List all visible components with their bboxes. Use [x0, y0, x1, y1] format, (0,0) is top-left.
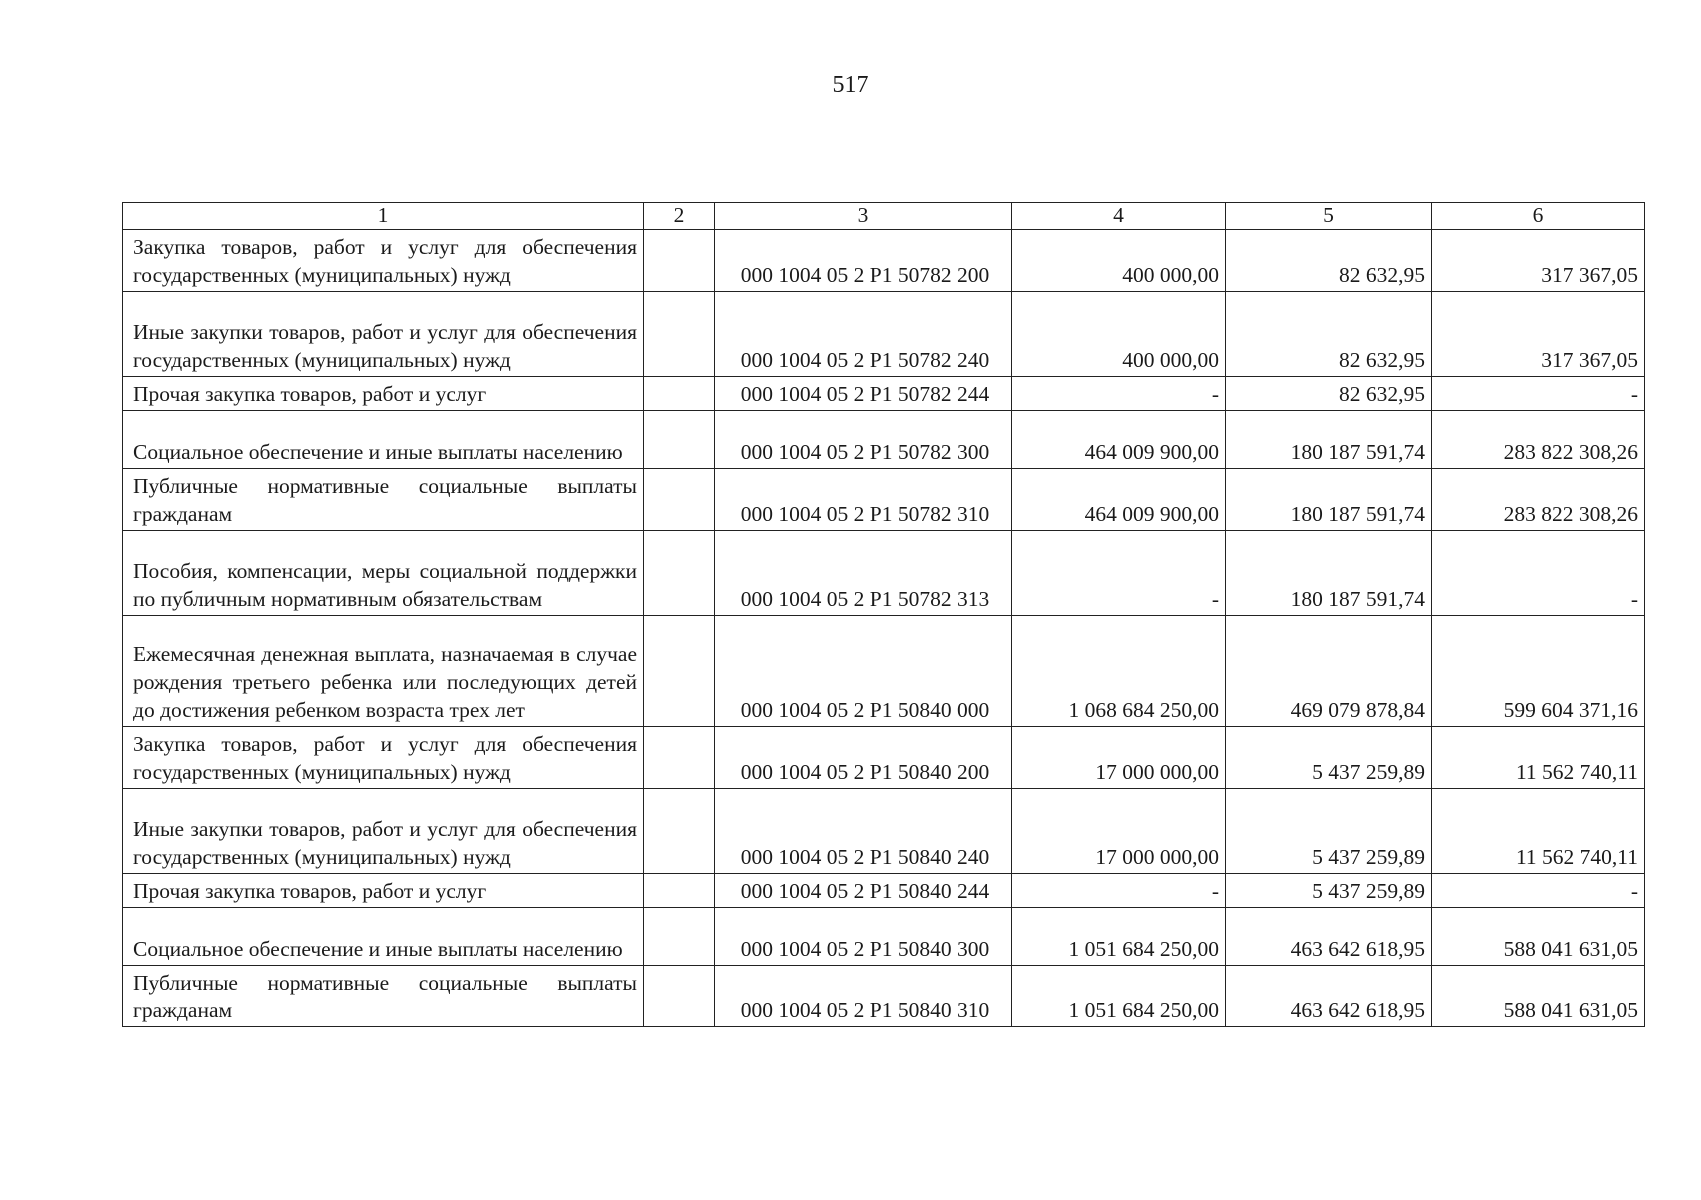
budget-code: 000 1004 05 2 Р1 50782 300 — [715, 410, 1012, 468]
table-row — [123, 965, 1645, 1027]
column-number: 3 — [715, 203, 1012, 230]
row-name: Иные закупки товаров, работ и услуг для обеспечения государственных (муниципальных) нужд — [123, 291, 644, 376]
row-empty-cell — [644, 410, 715, 468]
row-name: Прочая закупка товаров, работ и услуг — [123, 873, 644, 907]
approved-amount: - — [1012, 376, 1226, 410]
budget-code: 000 1004 05 2 Р1 50840 240 — [715, 788, 1012, 873]
approved-amount: - — [1012, 530, 1226, 615]
row-name: Прочая закупка товаров, работ и услуг — [123, 376, 644, 410]
row-empty-cell — [644, 530, 715, 615]
executed-amount: 463 642 618,95 — [1226, 907, 1432, 965]
unexecuted-amount: 11 562 740,11 — [1432, 726, 1645, 788]
row-empty-cell — [644, 965, 715, 1027]
executed-amount: 180 187 591,74 — [1226, 530, 1432, 615]
executed-amount: 463 642 618,95 — [1226, 965, 1432, 1027]
unexecuted-amount: - — [1432, 376, 1645, 410]
approved-amount: 1 068 684 250,00 — [1012, 615, 1226, 726]
column-number-row — [123, 203, 1645, 230]
approved-amount: 400 000,00 — [1012, 291, 1226, 376]
executed-amount: 5 437 259,89 — [1226, 873, 1432, 907]
executed-amount: 82 632,95 — [1226, 230, 1432, 292]
row-empty-cell — [644, 788, 715, 873]
row-empty-cell — [644, 291, 715, 376]
page-number: 517 — [832, 72, 869, 98]
row-name: Иные закупки товаров, работ и услуг для обеспечения государственных (муниципальных) нужд — [123, 788, 644, 873]
unexecuted-amount: 283 822 308,26 — [1432, 410, 1645, 468]
budget-code: 000 1004 05 2 Р1 50840 000 — [715, 615, 1012, 726]
table-row — [123, 410, 1645, 468]
executed-amount: 469 079 878,84 — [1226, 615, 1432, 726]
row-name: Закупка товаров, работ и услуг для обеспечения государственных (муниципальных) нужд — [123, 230, 644, 292]
executed-amount: 82 632,95 — [1226, 291, 1432, 376]
row-empty-cell — [644, 468, 715, 530]
budget-code: 000 1004 05 2 Р1 50840 244 — [715, 873, 1012, 907]
budget-code: 000 1004 05 2 Р1 50840 200 — [715, 726, 1012, 788]
column-number: 4 — [1012, 203, 1226, 230]
budget-code: 000 1004 05 2 Р1 50782 310 — [715, 468, 1012, 530]
unexecuted-amount: 599 604 371,16 — [1432, 615, 1645, 726]
budget-code: 000 1004 05 2 Р1 50782 244 — [715, 376, 1012, 410]
executed-amount: 180 187 591,74 — [1226, 410, 1432, 468]
approved-amount: 464 009 900,00 — [1012, 410, 1226, 468]
row-name: Социальное обеспечение и иные выплаты населению — [123, 907, 644, 965]
budget-code: 000 1004 05 2 Р1 50782 240 — [715, 291, 1012, 376]
approved-amount: 17 000 000,00 — [1012, 788, 1226, 873]
executed-amount: 82 632,95 — [1226, 376, 1432, 410]
unexecuted-amount: 317 367,05 — [1432, 230, 1645, 292]
table-row — [123, 907, 1645, 965]
unexecuted-amount: 317 367,05 — [1432, 291, 1645, 376]
table-row — [123, 788, 1645, 873]
budget-code: 000 1004 05 2 Р1 50840 310 — [715, 965, 1012, 1027]
approved-amount: - — [1012, 873, 1226, 907]
row-empty-cell — [644, 230, 715, 292]
executed-amount: 5 437 259,89 — [1226, 788, 1432, 873]
approved-amount: 464 009 900,00 — [1012, 468, 1226, 530]
unexecuted-amount: 588 041 631,05 — [1432, 907, 1645, 965]
unexecuted-amount: 588 041 631,05 — [1432, 965, 1645, 1027]
approved-amount: 1 051 684 250,00 — [1012, 965, 1226, 1027]
column-number: 5 — [1226, 203, 1432, 230]
budget-code: 000 1004 05 2 Р1 50782 200 — [715, 230, 1012, 292]
table-row — [123, 615, 1645, 726]
executed-amount: 5 437 259,89 — [1226, 726, 1432, 788]
table-row — [123, 530, 1645, 615]
row-empty-cell — [644, 615, 715, 726]
approved-amount: 1 051 684 250,00 — [1012, 907, 1226, 965]
table-row — [123, 291, 1645, 376]
approved-amount: 17 000 000,00 — [1012, 726, 1226, 788]
row-name: Закупка товаров, работ и услуг для обеспечения государственных (муниципальных) нужд — [123, 726, 644, 788]
budget-table — [122, 202, 1645, 1027]
unexecuted-amount: - — [1432, 873, 1645, 907]
table-row — [123, 376, 1645, 410]
budget-code: 000 1004 05 2 Р1 50840 300 — [715, 907, 1012, 965]
unexecuted-amount: - — [1432, 530, 1645, 615]
approved-amount: 400 000,00 — [1012, 230, 1226, 292]
row-name: Социальное обеспечение и иные выплаты населению — [123, 410, 644, 468]
table-row — [123, 873, 1645, 907]
row-name: Публичные нормативные социальные выплаты гражданам — [123, 468, 644, 530]
unexecuted-amount: 11 562 740,11 — [1432, 788, 1645, 873]
row-empty-cell — [644, 376, 715, 410]
unexecuted-amount: 283 822 308,26 — [1432, 468, 1645, 530]
budget-code: 000 1004 05 2 Р1 50782 313 — [715, 530, 1012, 615]
table-row — [123, 230, 1645, 292]
row-empty-cell — [644, 726, 715, 788]
row-name: Публичные нормативные социальные выплаты гражданам — [123, 965, 644, 1027]
table-row — [123, 468, 1645, 530]
column-number: 2 — [644, 203, 715, 230]
row-name: Ежемесячная денежная выплата, назначаемая в случае рождения третьего ребенка или последующих детей до достижения ребенком возраста трех лет — [123, 615, 644, 726]
column-number: 1 — [123, 203, 644, 230]
executed-amount: 180 187 591,74 — [1226, 468, 1432, 530]
column-number: 6 — [1432, 203, 1645, 230]
row-name: Пособия, компенсации, меры социальной поддержки по публичным нормативным обязательствам — [123, 530, 644, 615]
row-empty-cell — [644, 907, 715, 965]
row-empty-cell — [644, 873, 715, 907]
table-row — [123, 726, 1645, 788]
